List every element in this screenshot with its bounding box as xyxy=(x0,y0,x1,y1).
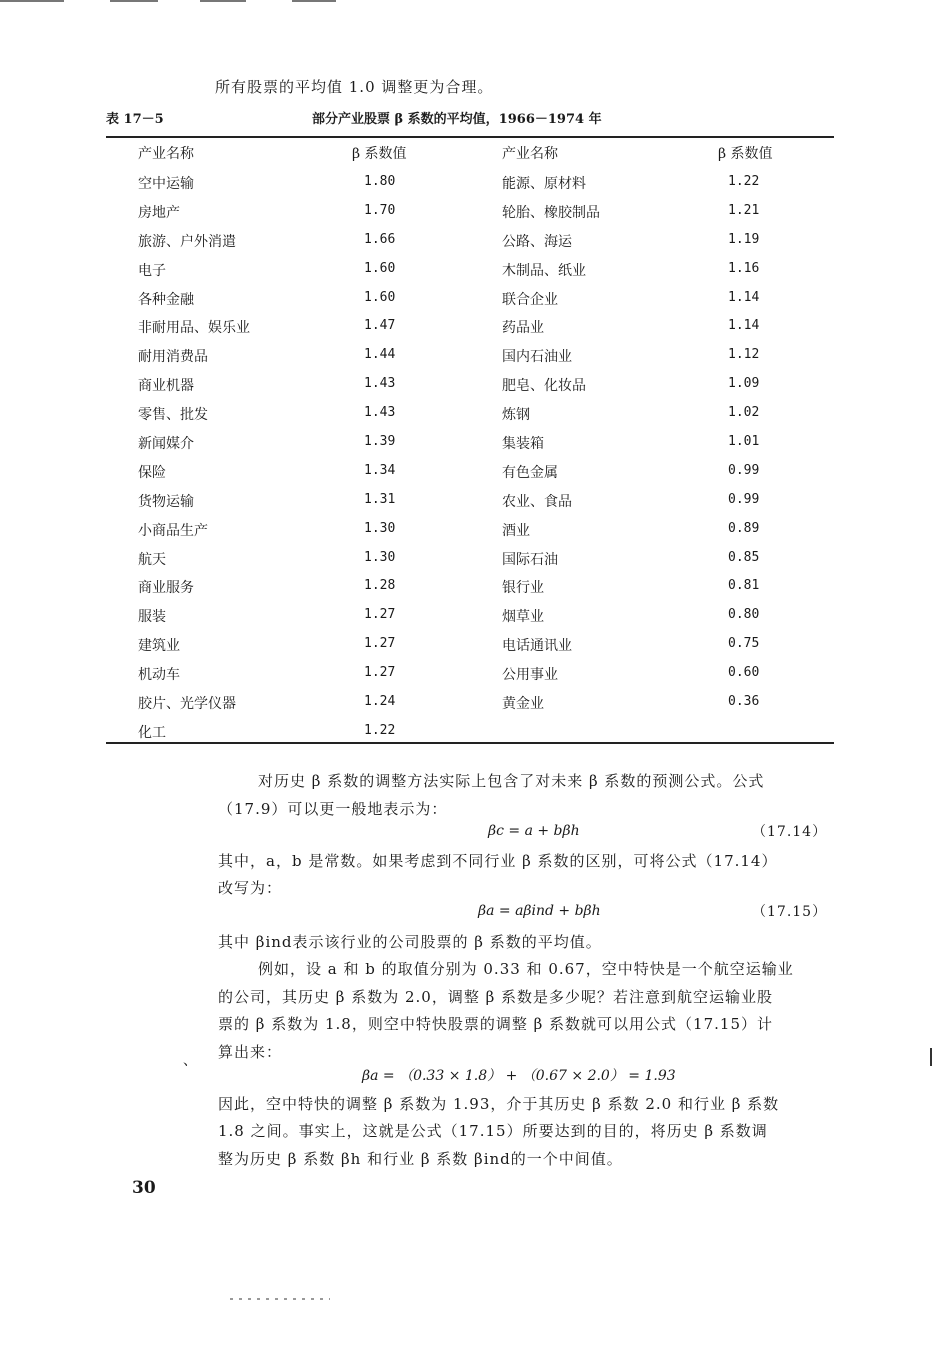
industry-cell: 有色金属 xyxy=(502,464,558,481)
industry-cell: 耐用消费品 xyxy=(138,349,208,366)
equation-number: （17.14） xyxy=(752,824,828,840)
industry-cell: 化工 xyxy=(138,724,166,741)
industry-cell: 各种金融 xyxy=(138,291,194,308)
beta-cell: 1.47 xyxy=(364,318,396,334)
industry-cell: 电子 xyxy=(138,262,166,279)
paragraph-line: 对历史 β 系数的调整方法实际上包含了对未来 β 系数的预测公式。公式 xyxy=(258,772,765,790)
industry-cell: 航天 xyxy=(138,551,166,568)
beta-cell: 1.60 xyxy=(364,289,396,305)
beta-cell: 1.31 xyxy=(364,491,396,507)
table-row xyxy=(106,664,834,693)
beta-cell: 1.66 xyxy=(364,231,396,247)
header-beta-right: β 系数值 xyxy=(718,146,773,162)
header-industry-left: 产业名称 xyxy=(138,146,194,162)
table-title: 部分产业股票 β 系数的平均值，1966－1974 年 xyxy=(312,112,602,127)
table-row xyxy=(106,520,834,549)
beta-cell: 0.36 xyxy=(728,694,760,710)
industry-cell: 国内石油业 xyxy=(502,349,572,366)
margin-mark: 、 xyxy=(183,1053,197,1069)
industry-cell: 空中运输 xyxy=(138,176,194,192)
industry-cell: 集装箱 xyxy=(502,436,544,453)
industry-cell: 国际石油 xyxy=(502,551,558,568)
industry-cell: 小商品生产 xyxy=(138,522,208,539)
industry-cell: 非耐用品、娱乐业 xyxy=(138,320,250,337)
paragraph-line: 的公司，其历史 β 系数为 2.0，调整 β 系数是多少呢？若注意到航空运输业股 xyxy=(218,988,774,1006)
table-number: 表 17－5 xyxy=(106,112,164,127)
paragraph-line: 例如，设 a 和 b 的取值分别为 0.33 和 0.67，空中特快是一个航空运输业 xyxy=(258,960,794,978)
beta-cell: 1.24 xyxy=(364,694,396,710)
beta-cell: 1.12 xyxy=(728,347,760,363)
table-row xyxy=(106,289,834,318)
table-row xyxy=(106,635,834,664)
beta-cell: 1.43 xyxy=(364,376,396,392)
paragraph-line: 因此，空中特快的调整 β 系数为 1.93，介于其历史 β 系数 2.0 和行业 β 系数 xyxy=(218,1095,780,1113)
lead-sentence: 所有股票的平均值 1.0 调整更为合理。 xyxy=(215,78,494,96)
industry-cell: 炼钢 xyxy=(502,407,530,424)
table-row xyxy=(106,375,834,404)
beta-cell: 1.16 xyxy=(728,260,760,276)
table-row xyxy=(106,433,834,462)
industry-cell: 能源、原材料 xyxy=(502,176,586,192)
industry-cell: 新闻媒介 xyxy=(138,436,194,453)
beta-cell: 1.27 xyxy=(364,665,396,681)
table-row xyxy=(106,404,834,433)
table-row xyxy=(106,346,834,375)
table-body xyxy=(106,173,834,751)
industry-cell: 电话通讯业 xyxy=(502,638,572,655)
table-row xyxy=(106,693,834,722)
beta-cell: 1.60 xyxy=(364,260,396,276)
beta-cell: 1.19 xyxy=(728,231,760,247)
industry-cell: 药品业 xyxy=(502,320,544,337)
table-row xyxy=(106,491,834,520)
industry-cell: 房地产 xyxy=(138,204,180,221)
table-row xyxy=(106,260,834,289)
industry-cell: 公路、海运 xyxy=(502,233,572,250)
industry-cell: 联合企业 xyxy=(502,291,558,308)
industry-cell: 服装 xyxy=(138,609,166,626)
beta-cell: 1.80 xyxy=(364,174,396,189)
beta-cell: 1.14 xyxy=(728,318,760,334)
table-row xyxy=(106,202,834,231)
paragraph-line: 其中 βind表示该行业的公司股票的 β 系数的平均值。 xyxy=(218,933,602,951)
table-row xyxy=(106,231,834,260)
industry-cell: 轮胎、橡胶制品 xyxy=(502,204,600,221)
beta-cell: 1.43 xyxy=(364,405,396,421)
beta-cell: 0.99 xyxy=(728,462,760,478)
beta-cell: 1.14 xyxy=(728,289,760,305)
beta-cell: 1.34 xyxy=(364,462,396,478)
bottom-noise-marks xyxy=(230,1298,330,1300)
table-top-rule xyxy=(106,136,834,138)
beta-cell: 1.21 xyxy=(728,202,760,218)
paragraph-line: 改写为： xyxy=(218,879,283,897)
industry-cell: 农业、食品 xyxy=(502,493,572,510)
equation-number: （17.15） xyxy=(752,904,828,920)
beta-cell: 1.27 xyxy=(364,636,396,652)
table-row xyxy=(106,317,834,346)
equation-example: βa = （0.33 × 1.8） + （0.67 × 2.0） = 1.93 xyxy=(362,1068,676,1084)
paragraph-line: 1.8 之间。事实上，这就是公式（17.15）所要达到的目的，将历史 β 系数调 xyxy=(218,1122,768,1140)
industry-cell: 建筑业 xyxy=(138,638,180,655)
industry-cell: 保险 xyxy=(138,464,166,481)
beta-cell: 0.81 xyxy=(728,578,760,594)
industry-cell: 肥皂、化妆品 xyxy=(502,378,586,395)
paragraph-line: 整为历史 β 系数 βh 和行业 β 系数 βind的一个中间值。 xyxy=(218,1150,623,1168)
equation-17-14: βc = a + bβh xyxy=(488,823,580,839)
paragraph-line: 算出来： xyxy=(218,1043,283,1061)
top-edge-marks xyxy=(0,0,952,4)
paragraph-line: （17.9）可以更一般地表示为： xyxy=(218,800,448,818)
industry-cell: 商业机器 xyxy=(138,378,194,395)
industry-cell: 胶片、光学仪器 xyxy=(138,696,236,713)
beta-cell: 1.70 xyxy=(364,202,396,218)
industry-cell: 木制品、纸业 xyxy=(502,262,586,279)
table-header xyxy=(106,143,834,165)
beta-cell: 1.30 xyxy=(364,549,396,565)
equation-17-15: βa = aβind + bβh xyxy=(478,903,601,919)
beta-cell: 1.01 xyxy=(728,434,760,450)
beta-cell: 0.60 xyxy=(728,665,760,681)
beta-cell: 1.02 xyxy=(728,405,760,421)
beta-cell: 1.39 xyxy=(364,434,396,450)
beta-cell: 0.99 xyxy=(728,491,760,507)
beta-cell: 0.85 xyxy=(728,549,760,565)
table-row xyxy=(106,577,834,606)
industry-cell: 商业服务 xyxy=(138,580,194,597)
beta-cell: 1.28 xyxy=(364,578,396,594)
table-caption xyxy=(106,108,834,128)
table-row xyxy=(106,722,834,751)
industry-cell: 旅游、户外消遣 xyxy=(138,233,236,250)
beta-cell: 1.44 xyxy=(364,347,396,363)
industry-cell: 公用事业 xyxy=(502,667,558,684)
table-row xyxy=(106,462,834,491)
industry-cell: 银行业 xyxy=(502,580,544,597)
industry-cell: 机动车 xyxy=(138,667,180,684)
industry-cell: 黄金业 xyxy=(502,696,544,713)
table-bottom-rule xyxy=(106,742,834,744)
industry-cell: 零售、批发 xyxy=(138,407,208,424)
beta-cell: 1.27 xyxy=(364,607,396,623)
industry-cell: 货物运输 xyxy=(138,493,194,510)
industry-cell: 酒业 xyxy=(502,522,530,539)
table-row xyxy=(106,606,834,635)
industry-cell: 烟草业 xyxy=(502,609,544,626)
paragraph-line: 票的 β 系数为 1.8，则空中特快股票的调整 β 系数就可以用公式（17.15）计 xyxy=(218,1015,773,1033)
beta-cell: 1.30 xyxy=(364,520,396,536)
margin-bar xyxy=(930,1048,932,1066)
header-beta-left: β 系数值 xyxy=(352,146,407,162)
beta-cell: 0.80 xyxy=(728,607,760,623)
beta-cell: 0.89 xyxy=(728,520,760,536)
page-number: 30 xyxy=(132,1178,156,1198)
beta-cell: 0.75 xyxy=(728,636,760,652)
table-row xyxy=(106,549,834,578)
beta-cell: 1.22 xyxy=(364,722,396,738)
beta-cell: 1.22 xyxy=(728,174,760,189)
header-industry-right: 产业名称 xyxy=(502,146,558,162)
paragraph-line: 其中，a，b 是常数。如果考虑到不同行业 β 系数的区别，可将公式（17.14） xyxy=(218,852,778,870)
beta-cell: 1.09 xyxy=(728,376,760,392)
table-row xyxy=(106,173,834,202)
